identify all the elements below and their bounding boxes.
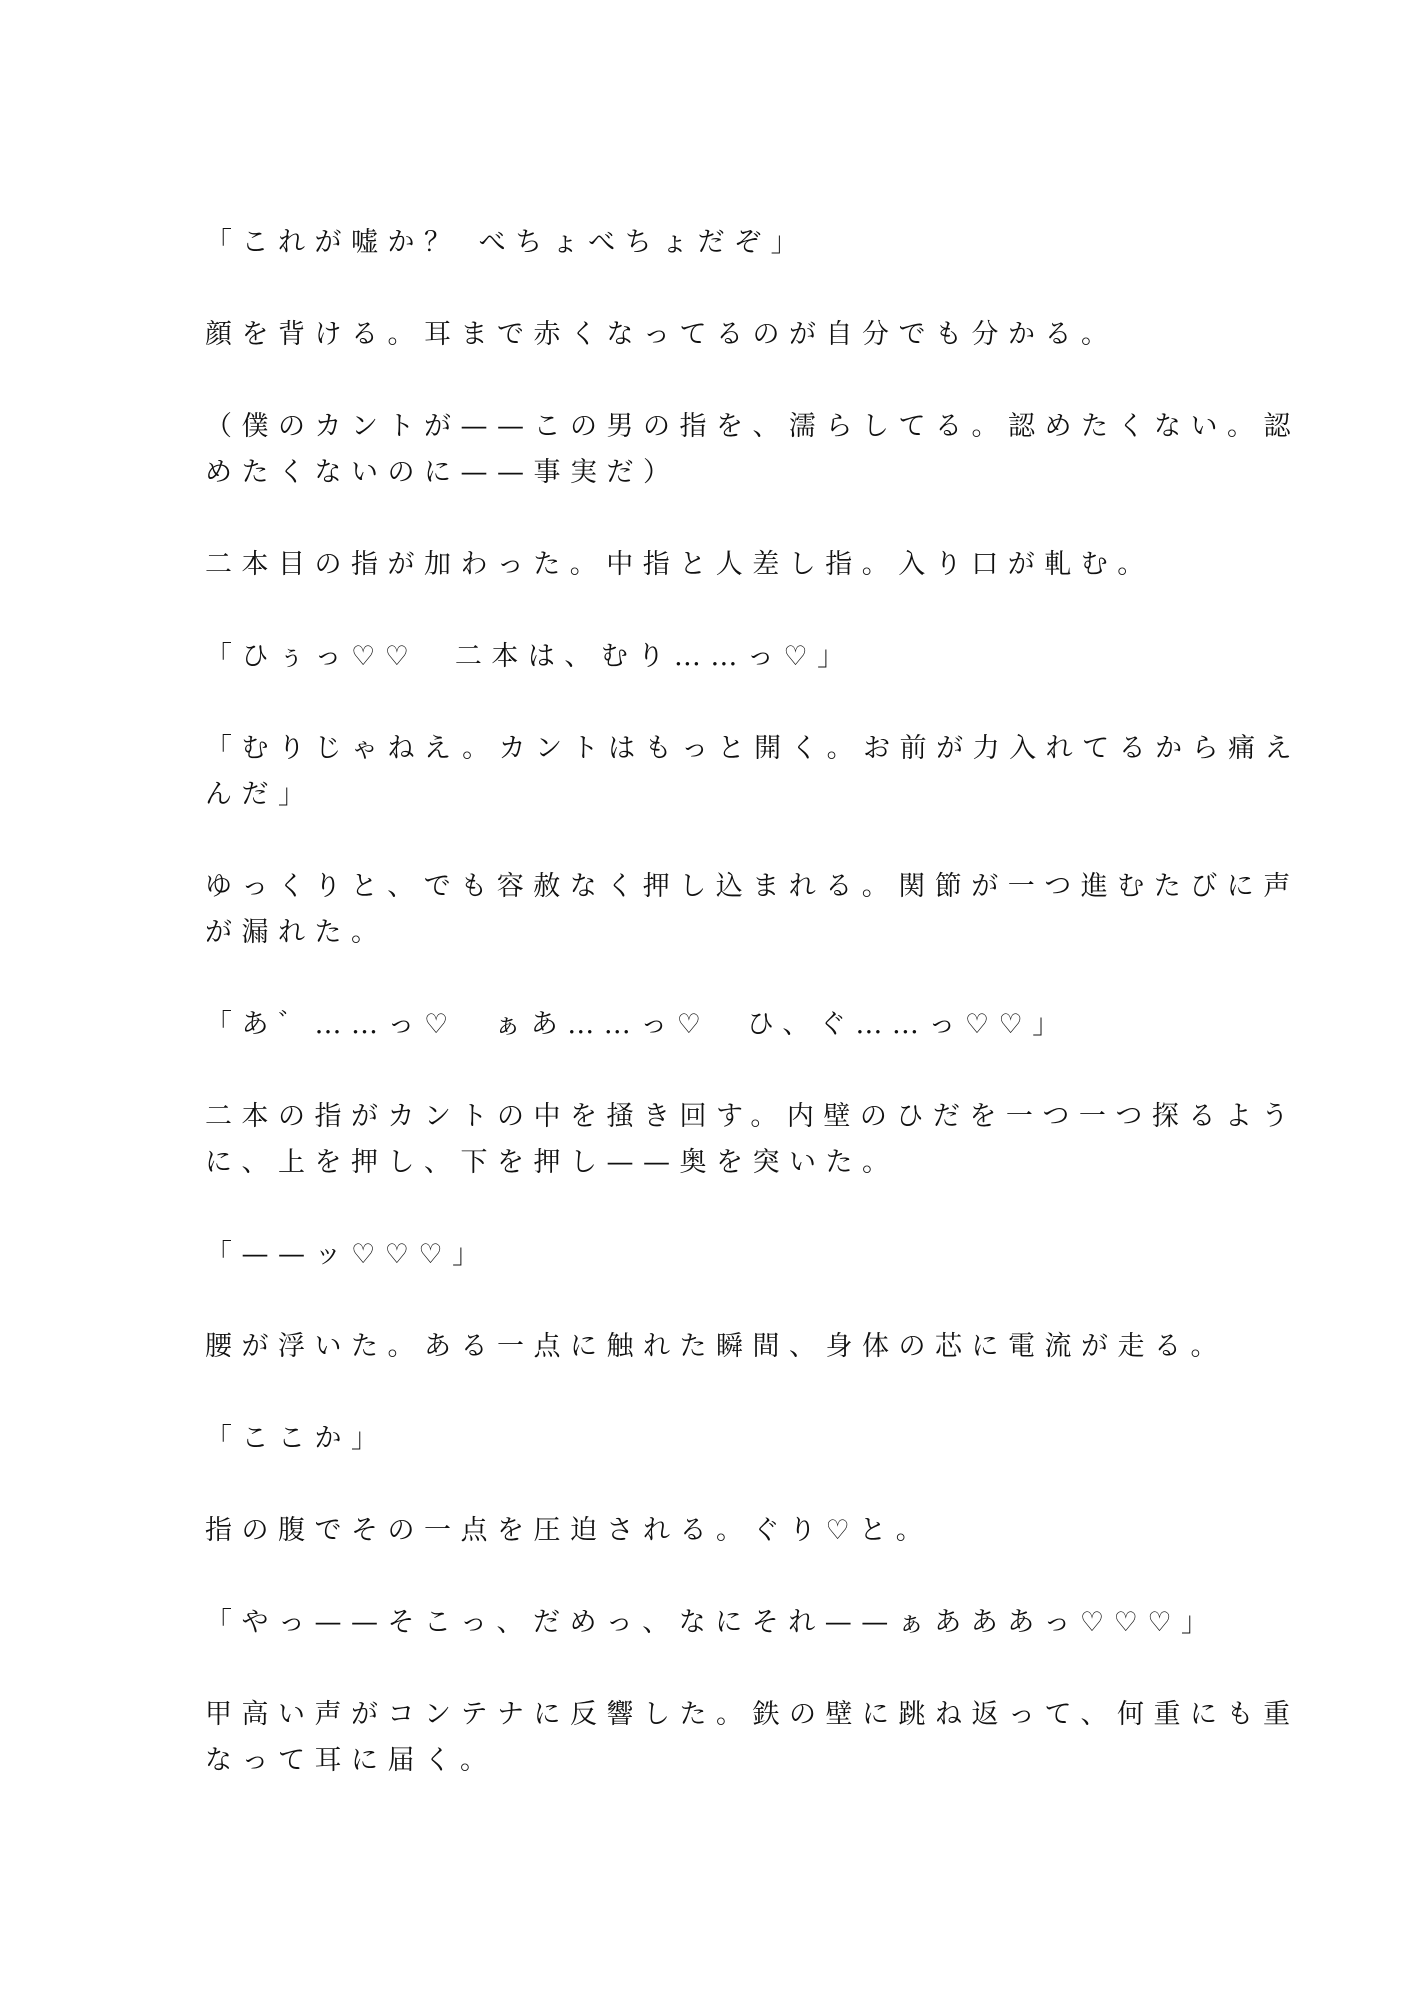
text-line: 「あ゛……っ♡ ぁあ……っ♡ ひ、ぐ……っ♡♡」 xyxy=(205,1009,1069,1040)
paragraph xyxy=(205,220,1205,266)
paragraph xyxy=(205,1324,1227,1370)
paragraph xyxy=(205,1692,1300,1784)
paragraph-gap xyxy=(205,266,1205,312)
text-line: 甲高い声がコンテナに反響した。鉄の壁に跳ね返って、何重にも重 xyxy=(205,1699,1300,1730)
paragraph-gap xyxy=(205,956,1205,1002)
paragraph-gap xyxy=(205,1554,1205,1600)
paragraph xyxy=(205,726,1302,818)
text-line: 二本目の指が加わった。中指と人差し指。入り口が軋む。 xyxy=(205,549,1154,580)
text-line: 「むりじゃねえ。カントはもっと開く。お前が力入れてるから痛え xyxy=(205,733,1302,764)
paragraph-gap xyxy=(205,358,1205,404)
paragraph-gap xyxy=(205,818,1205,864)
text-line: （僕のカントが——この男の指を、濡らしてる。認めたくない。認 xyxy=(205,411,1300,442)
paragraph-gap xyxy=(205,1048,1205,1094)
paragraph-gap xyxy=(205,1462,1205,1508)
text-line: んだ」 xyxy=(205,779,315,810)
document-body xyxy=(205,220,1302,1784)
text-line: 「これが嘘か？ べちょべちょだぞ」 xyxy=(205,227,808,258)
paragraph-gap xyxy=(205,1646,1205,1692)
paragraph xyxy=(205,1508,1205,1554)
paragraph-gap xyxy=(205,1186,1205,1232)
text-line: 腰が浮いた。ある一点に触れた瞬間、身体の芯に電流が走る。 xyxy=(205,1331,1227,1362)
text-line: が漏れた。 xyxy=(205,917,388,948)
paragraph xyxy=(205,1094,1298,1186)
text-line: めたくないのに——事実だ） xyxy=(205,457,680,488)
paragraph xyxy=(205,864,1300,956)
paragraph xyxy=(205,1600,1218,1646)
text-line: 「やっ——そこっ、だめっ、なにそれ——ぁあああっ♡♡♡」 xyxy=(205,1607,1218,1638)
paragraph xyxy=(205,1416,1205,1462)
paragraph-gap xyxy=(205,588,1205,634)
text-line: 指の腹でその一点を圧迫される。ぐり♡と。 xyxy=(205,1515,933,1546)
paragraph xyxy=(205,404,1300,496)
text-line: 顔を背ける。耳まで赤くなってるのが自分でも分かる。 xyxy=(205,319,1118,350)
paragraph xyxy=(205,542,1205,588)
paragraph xyxy=(205,1232,1205,1278)
paragraph-gap xyxy=(205,496,1205,542)
text-line: 「ひぅっ♡♡ 二本は、むり……っ♡」 xyxy=(205,641,854,672)
paragraph xyxy=(205,1002,1205,1048)
text-line: 「——ッ♡♡♡」 xyxy=(205,1239,489,1270)
paragraph-gap xyxy=(205,680,1205,726)
paragraph-gap xyxy=(205,1278,1205,1324)
text-line: 二本の指がカントの中を掻き回す。内壁のひだを一つ一つ探るよう xyxy=(205,1101,1298,1132)
paragraph xyxy=(205,634,1205,680)
paragraph-gap xyxy=(205,1370,1205,1416)
paragraph xyxy=(205,312,1205,358)
text-line: に、上を押し、下を押し——奥を突いた。 xyxy=(205,1147,899,1178)
text-line: ゆっくりと、でも容赦なく押し込まれる。関節が一つ進むたびに声 xyxy=(205,871,1300,902)
text-line: なって耳に届く。 xyxy=(205,1745,497,1776)
text-line: 「ここか」 xyxy=(205,1423,388,1454)
